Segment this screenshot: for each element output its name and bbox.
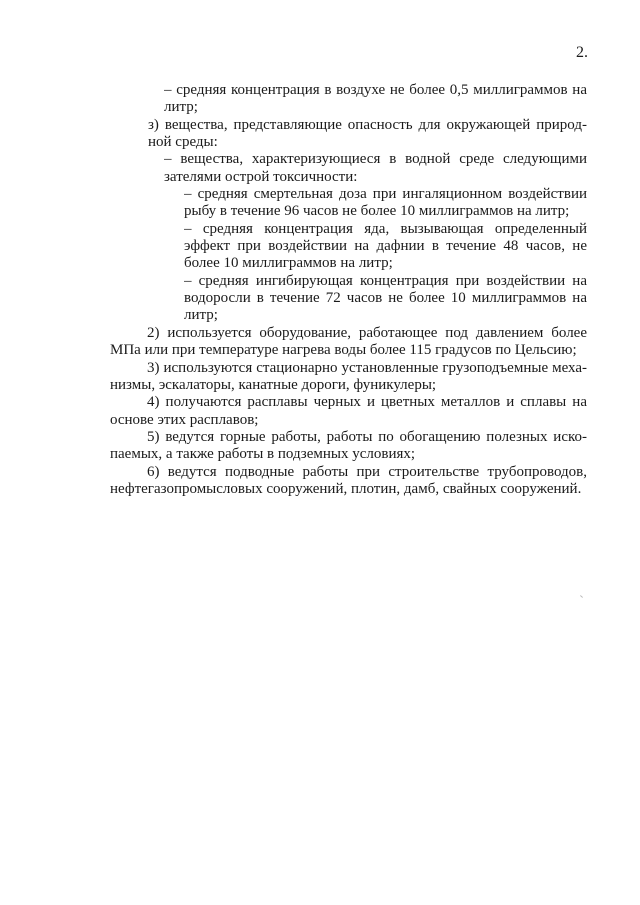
- paragraph-aquatic-toxicity: [0, 151, 640, 186]
- text-line: рыбу в течение 96 часов не более 10 миллиграммов на литр;: [184, 203, 570, 220]
- text-line: – средняя концентрация яда, вызывающая определенный: [184, 220, 587, 237]
- text-line: паемых, а также работы в подземных условиях;: [110, 446, 416, 463]
- document-body: [0, 82, 640, 498]
- text-line: ной среды:: [148, 134, 218, 151]
- paragraph-item-6: [0, 464, 640, 499]
- paragraph-daphnia: [0, 221, 640, 273]
- text-line: более 10 миллиграммов на литр;: [184, 255, 393, 272]
- text-line: 2) используется оборудование, работающее под давлением более: [147, 324, 587, 341]
- text-line: 6) ведутся подводные работы при строительстве трубопроводов,: [147, 463, 587, 480]
- text-line: водоросли в течение 72 часов не более 10 миллиграммов на: [184, 290, 587, 307]
- paragraph-item-2: [0, 325, 640, 360]
- text-line: 5) ведутся горные работы, работы по обогащению полезных иско-: [147, 428, 587, 445]
- text-line: з) вещества, представляющие опасность для окружающей природ-: [148, 116, 587, 133]
- text-line: основе этих расплавов;: [110, 411, 259, 428]
- paragraph-algae: [0, 273, 640, 325]
- paragraph-item-4: [0, 394, 640, 429]
- text-line: 3) используются стационарно установленные грузоподъемные меха-: [147, 359, 587, 376]
- text-line: зателями острой токсичности:: [164, 168, 358, 185]
- paragraph-item-z: [0, 117, 640, 152]
- text-line: литр;: [184, 307, 218, 324]
- paragraph-air-concentration: [0, 82, 640, 117]
- paragraph-item-5: [0, 429, 640, 464]
- paragraph-item-3: [0, 360, 640, 395]
- text-line: 4) получаются расплавы черных и цветных металлов и сплавы на: [147, 394, 587, 411]
- text-line: – средняя концентрация в воздухе не более 0,5 миллиграммов на: [164, 82, 587, 98]
- text-line: низмы, эскалаторы, канатные дороги, фуникулеры;: [110, 376, 437, 393]
- page-number: 2.: [576, 44, 588, 61]
- text-line: – вещества, характеризующиеся в водной среде следующими: [164, 151, 587, 168]
- text-line: МПа или при температуре нагрева воды более 115 градусов по Цельсию;: [110, 342, 577, 359]
- text-line: – средняя ингибирующая концентрация при воздействии на: [184, 272, 587, 289]
- scan-speck: [580, 595, 583, 598]
- paragraph-fish-dose: [0, 186, 640, 221]
- text-line: эффект при воздействии на дафнии в течение 48 часов, не: [184, 238, 587, 255]
- text-line: – средняя смертельная доза при ингаляционном воздействии: [184, 186, 587, 203]
- text-line: нефтегазопромысловых сооружений, плотин, дамб, свайных сооружений.: [110, 480, 582, 497]
- text-line: литр;: [164, 99, 198, 116]
